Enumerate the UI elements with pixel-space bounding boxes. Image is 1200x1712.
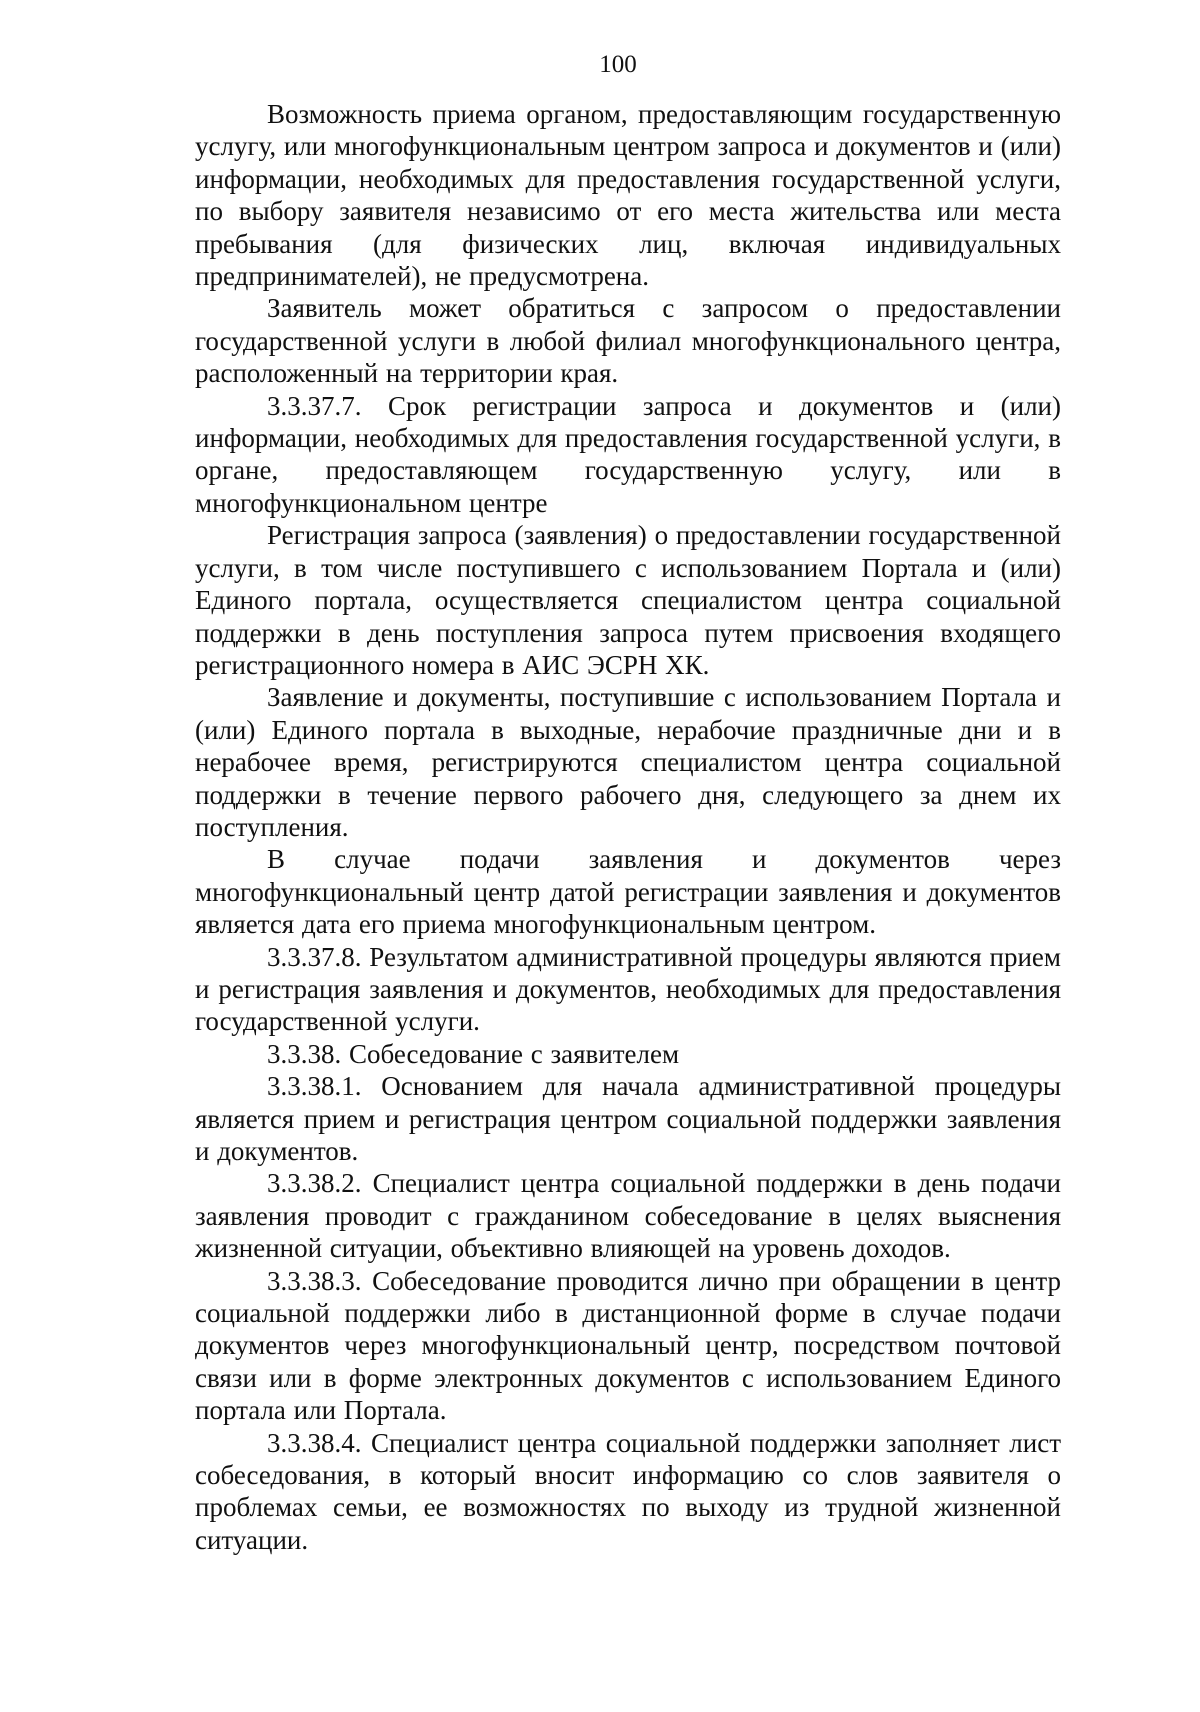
document-body — [195, 98, 1061, 1556]
paragraph-1: Возможность приема органом, предоставляющим государственную услугу, или многофункциональным центром запроса и документов и (или) информации, необходимых для предоставления государственной услуги, по выбору заявителя независимо от его места жительства или места пребывания (для физических лиц, включая индивидуальных предпринимателей), не предусмотрена. — [195, 99, 1061, 292]
paragraph-7: 3.3.37.8. Результатом административной процедуры являются прием и регистрация заявления и документов, необходимых для предоставления государственной услуги. — [195, 941, 1061, 1037]
paragraph-6: В случае подачи заявления и документов через многофункциональный центр датой регистрации заявления и документов является дата его приема многофункциональным центром. — [195, 844, 1061, 940]
paragraph-11: 3.3.38.3. Собеседование проводится лично при обращении в центр социальной поддержки либо в дистанционной форме в случае подачи документов через многофункциональный центр, посредством почтовой связи или в форме электронных документов с использованием Единого портала или Портала. — [195, 1265, 1061, 1426]
paragraph-10: 3.3.38.2. Специалист центра социальной поддержки в день подачи заявления проводит с гражданином собеседование в целях выяснения жизненной ситуации, объективно влияющей на уровень доходов. — [195, 1168, 1061, 1264]
paragraph-2: Заявитель может обратиться с запросом о предоставлении государственной услуги в любой филиал многофункционального центра, расположенный на территории края. — [195, 293, 1061, 389]
paragraph-5: Заявление и документы, поступившие с использованием Портала и (или) Единого портала в выходные, нерабочие праздничные дни и в нерабочее время, регистрируются специалистом центра социальной поддержки в течение первого рабочего дня, следующего за днем их поступления. — [195, 682, 1061, 842]
section-heading: 3.3.38. Собеседование с заявителем — [267, 1038, 680, 1069]
paragraph-3: 3.3.37.7. Срок регистрации запроса и документов и (или) информации, необходимых для предоставления государственной услуги, в органе, предоставляющем государственную услугу, или в многофункциональном центре — [195, 390, 1061, 518]
page-number: 100 — [599, 51, 637, 78]
paragraph-12: 3.3.38.4. Специалист центра социальной поддержки заполняет лист собеседования, в который вносит информацию со слов заявителя о проблемах семьи, ее возможностях по выходу из трудной жизненной ситуации. — [195, 1427, 1061, 1555]
paragraph-4: Регистрация запроса (заявления) о предоставлении государственной услуги, в том числе поступившего с использованием Портала и (или) Единого портала, осуществляется специалистом центра социальной поддержки в день поступления запроса путем присвоения входящего регистрационного номера в АИС ЭСРН ХК. — [195, 520, 1061, 680]
paragraph-9: 3.3.38.1. Основанием для начала административной процедуры является прием и регистрация центром социальной поддержки заявления и документов. — [195, 1071, 1061, 1166]
